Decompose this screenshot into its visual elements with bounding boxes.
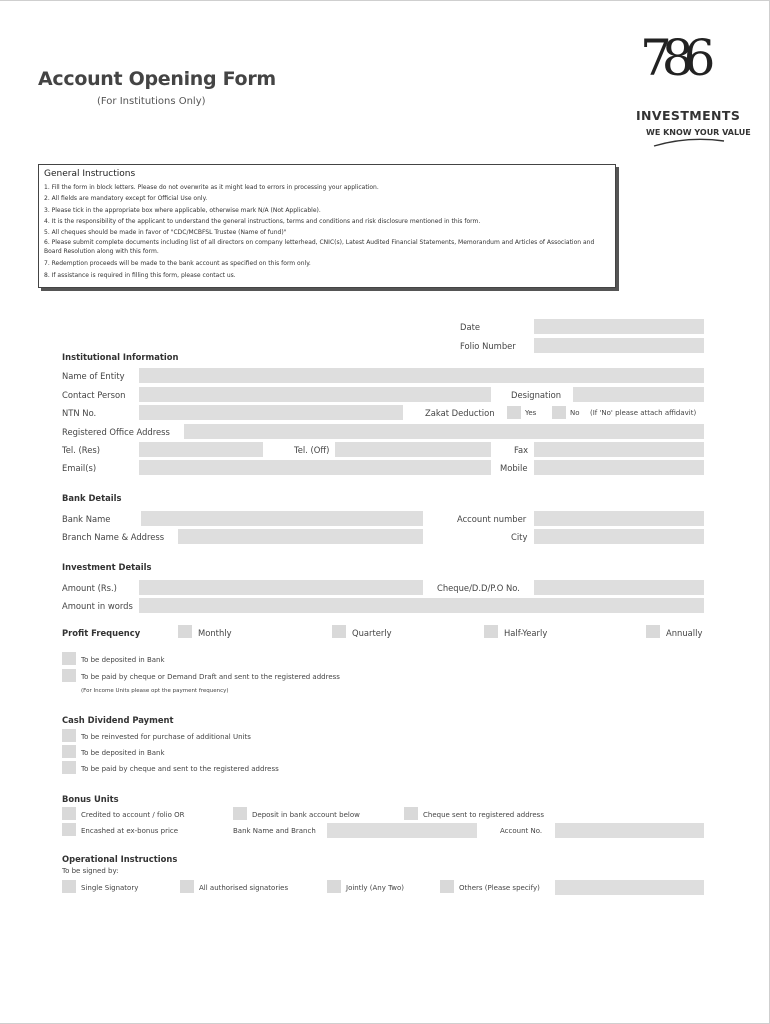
designation-field[interactable] bbox=[573, 387, 704, 402]
annually-label: Annually bbox=[666, 628, 703, 638]
all-signatories-label: All authorised signatories bbox=[199, 884, 289, 892]
instructions-heading: General Instructions bbox=[44, 169, 136, 179]
folio-number-label: Folio Number bbox=[460, 341, 516, 351]
zakat-yes-checkbox[interactable] bbox=[507, 406, 521, 419]
bank-details-heading: Bank Details bbox=[62, 493, 122, 503]
instruction-item: 1. Fill the form in block letters. Please do not overwrite as it might lead to errors in processing your application. bbox=[44, 184, 379, 191]
logo-tagline: WE KNOW YOUR VALUE bbox=[646, 128, 751, 137]
bonus-encashed-checkbox[interactable] bbox=[62, 823, 76, 836]
bonus-bank-branch-field[interactable] bbox=[327, 823, 477, 838]
profit-cheque-label: To be paid by cheque or Demand Draft and sent to the registered address bbox=[81, 673, 340, 681]
name-of-entity-field[interactable] bbox=[139, 368, 704, 383]
bonus-credited-label: Credited to account / folio OR bbox=[81, 811, 185, 819]
account-number-field[interactable] bbox=[534, 511, 704, 526]
bonus-bank-branch-label: Bank Name and Branch bbox=[233, 827, 316, 835]
instructions-list bbox=[44, 182, 610, 281]
zakat-yes-label: Yes bbox=[525, 409, 537, 417]
bonus-cheque-label: Cheque sent to registered address bbox=[423, 811, 544, 819]
single-signatory-label: Single Signatory bbox=[81, 884, 139, 892]
branch-field[interactable] bbox=[178, 529, 423, 544]
others-specify-field[interactable] bbox=[555, 880, 704, 895]
amount-words-label: Amount in words bbox=[62, 601, 133, 611]
account-number-label: Account number bbox=[457, 514, 527, 524]
annually-checkbox[interactable] bbox=[646, 625, 660, 638]
logo-wordmark: INVESTMENTS bbox=[636, 108, 741, 123]
signed-by-label: To be signed by: bbox=[62, 867, 119, 875]
others-checkbox[interactable] bbox=[440, 880, 454, 893]
designation-label: Designation bbox=[511, 390, 562, 400]
logo-swoosh-icon bbox=[652, 138, 726, 148]
bonus-encashed-label: Encashed at ex-bonus price bbox=[81, 827, 179, 835]
all-signatories-checkbox[interactable] bbox=[180, 880, 194, 893]
email-label: Email(s) bbox=[62, 463, 97, 473]
name-of-entity-label: Name of Entity bbox=[62, 371, 125, 381]
contact-person-field[interactable] bbox=[139, 387, 491, 402]
bank-name-field[interactable] bbox=[141, 511, 423, 526]
ntn-label: NTN No. bbox=[62, 408, 97, 418]
single-signatory-checkbox[interactable] bbox=[62, 880, 76, 893]
profit-deposit-checkbox[interactable] bbox=[62, 652, 76, 665]
dividend-reinvest-label: To be reinvested for purchase of additional Units bbox=[81, 733, 251, 741]
bank-name-label: Bank Name bbox=[62, 514, 111, 524]
quarterly-label: Quarterly bbox=[352, 628, 392, 638]
jointly-checkbox[interactable] bbox=[327, 880, 341, 893]
institutional-info-heading: Institutional Information bbox=[62, 352, 179, 362]
half-yearly-checkbox[interactable] bbox=[484, 625, 498, 638]
monthly-label: Monthly bbox=[198, 628, 232, 638]
operational-instructions-heading: Operational Instructions bbox=[62, 854, 178, 864]
dividend-deposit-checkbox[interactable] bbox=[62, 745, 76, 758]
bonus-credited-checkbox[interactable] bbox=[62, 807, 76, 820]
cheque-field[interactable] bbox=[534, 580, 704, 595]
instruction-item: 4. It is the responsibility of the applicant to understand the general instructions, terms and conditions and risk disclosure mentioned in this form. bbox=[44, 217, 481, 225]
cheque-label: Cheque/D.D/P.O No. bbox=[437, 583, 520, 593]
jointly-label: Jointly (Any Two) bbox=[346, 884, 404, 892]
dividend-cheque-label: To be paid by cheque and sent to the registered address bbox=[81, 765, 279, 773]
general-instructions-box bbox=[38, 164, 616, 288]
cash-dividend-heading: Cash Dividend Payment bbox=[62, 715, 174, 725]
tel-res-field[interactable] bbox=[139, 442, 263, 457]
page-title: Account Opening Form bbox=[38, 68, 276, 90]
bonus-deposit-label: Deposit in bank account below bbox=[252, 811, 360, 819]
fax-label: Fax bbox=[514, 445, 529, 455]
page-subtitle: (For Institutions Only) bbox=[97, 96, 206, 107]
monthly-checkbox[interactable] bbox=[178, 625, 192, 638]
registered-office-field[interactable] bbox=[184, 424, 704, 439]
folio-number-field[interactable] bbox=[534, 338, 704, 353]
bonus-account-no-field[interactable] bbox=[555, 823, 704, 838]
zakat-no-note: (If 'No' please attach affidavit) bbox=[590, 409, 697, 417]
city-field[interactable] bbox=[534, 529, 704, 544]
instruction-item: 6. Please submit complete documents including list of all directors on company letterhead, CNIC(s), Latest Audited Financial Statements, Memorandum and Articles of Association and Board Resolution along with this form. bbox=[44, 239, 595, 256]
instruction-item: 8. If assistance is required in filling this form, please contact us. bbox=[44, 271, 236, 279]
bonus-deposit-checkbox[interactable] bbox=[233, 807, 247, 820]
tel-off-label: Tel. (Off) bbox=[294, 445, 330, 455]
profit-deposit-label: To be deposited in Bank bbox=[81, 656, 165, 664]
date-field[interactable] bbox=[534, 319, 704, 334]
bonus-units-heading: Bonus Units bbox=[62, 794, 119, 804]
tel-off-field[interactable] bbox=[335, 442, 491, 457]
fax-field[interactable] bbox=[534, 442, 704, 457]
email-field[interactable] bbox=[139, 460, 491, 475]
contact-person-label: Contact Person bbox=[62, 390, 126, 400]
city-label: City bbox=[511, 532, 528, 542]
instruction-item: 5. All cheques should be made in favor of "CDC/MCBFSL Trustee (Name of fund)" bbox=[44, 229, 287, 237]
tel-res-label: Tel. (Res) bbox=[62, 445, 100, 455]
zakat-no-checkbox[interactable] bbox=[552, 406, 566, 419]
instruction-item: 2. All fields are mandatory except for Official Use only. bbox=[44, 195, 208, 203]
dividend-deposit-label: To be deposited in Bank bbox=[81, 749, 165, 757]
ntn-field[interactable] bbox=[139, 405, 403, 420]
instruction-item: 3. Please tick in the appropriate box where applicable, otherwise mark N/A (Not Applicable). bbox=[44, 206, 321, 214]
instruction-item: 7. Redemption proceeds will be made to the bank account as specified on this form only. bbox=[44, 260, 311, 268]
profit-cheque-checkbox[interactable] bbox=[62, 669, 76, 682]
amount-label: Amount (Rs.) bbox=[62, 583, 117, 593]
dividend-cheque-checkbox[interactable] bbox=[62, 761, 76, 774]
mobile-field[interactable] bbox=[534, 460, 704, 475]
bonus-account-no-label: Account No. bbox=[500, 827, 543, 835]
investment-details-heading: Investment Details bbox=[62, 562, 152, 572]
mobile-label: Mobile bbox=[500, 463, 528, 473]
amount-field[interactable] bbox=[139, 580, 423, 595]
profit-note: (For Income Units please opt the payment frequency) bbox=[81, 688, 229, 694]
dividend-reinvest-checkbox[interactable] bbox=[62, 729, 76, 742]
profit-frequency-heading: Profit Frequency bbox=[62, 628, 141, 638]
date-label: Date bbox=[460, 322, 481, 332]
others-label: Others (Please specify) bbox=[459, 884, 540, 892]
logo-number: 786 bbox=[640, 29, 706, 87]
half-yearly-label: Half-Yearly bbox=[504, 628, 548, 638]
amount-words-field[interactable] bbox=[139, 598, 704, 613]
registered-office-label: Registered Office Address bbox=[62, 427, 170, 437]
zakat-deduction-label: Zakat Deduction bbox=[425, 408, 495, 418]
bonus-cheque-checkbox[interactable] bbox=[404, 807, 418, 820]
quarterly-checkbox[interactable] bbox=[332, 625, 346, 638]
branch-label: Branch Name & Address bbox=[62, 532, 165, 542]
zakat-no-label: No bbox=[570, 409, 580, 417]
